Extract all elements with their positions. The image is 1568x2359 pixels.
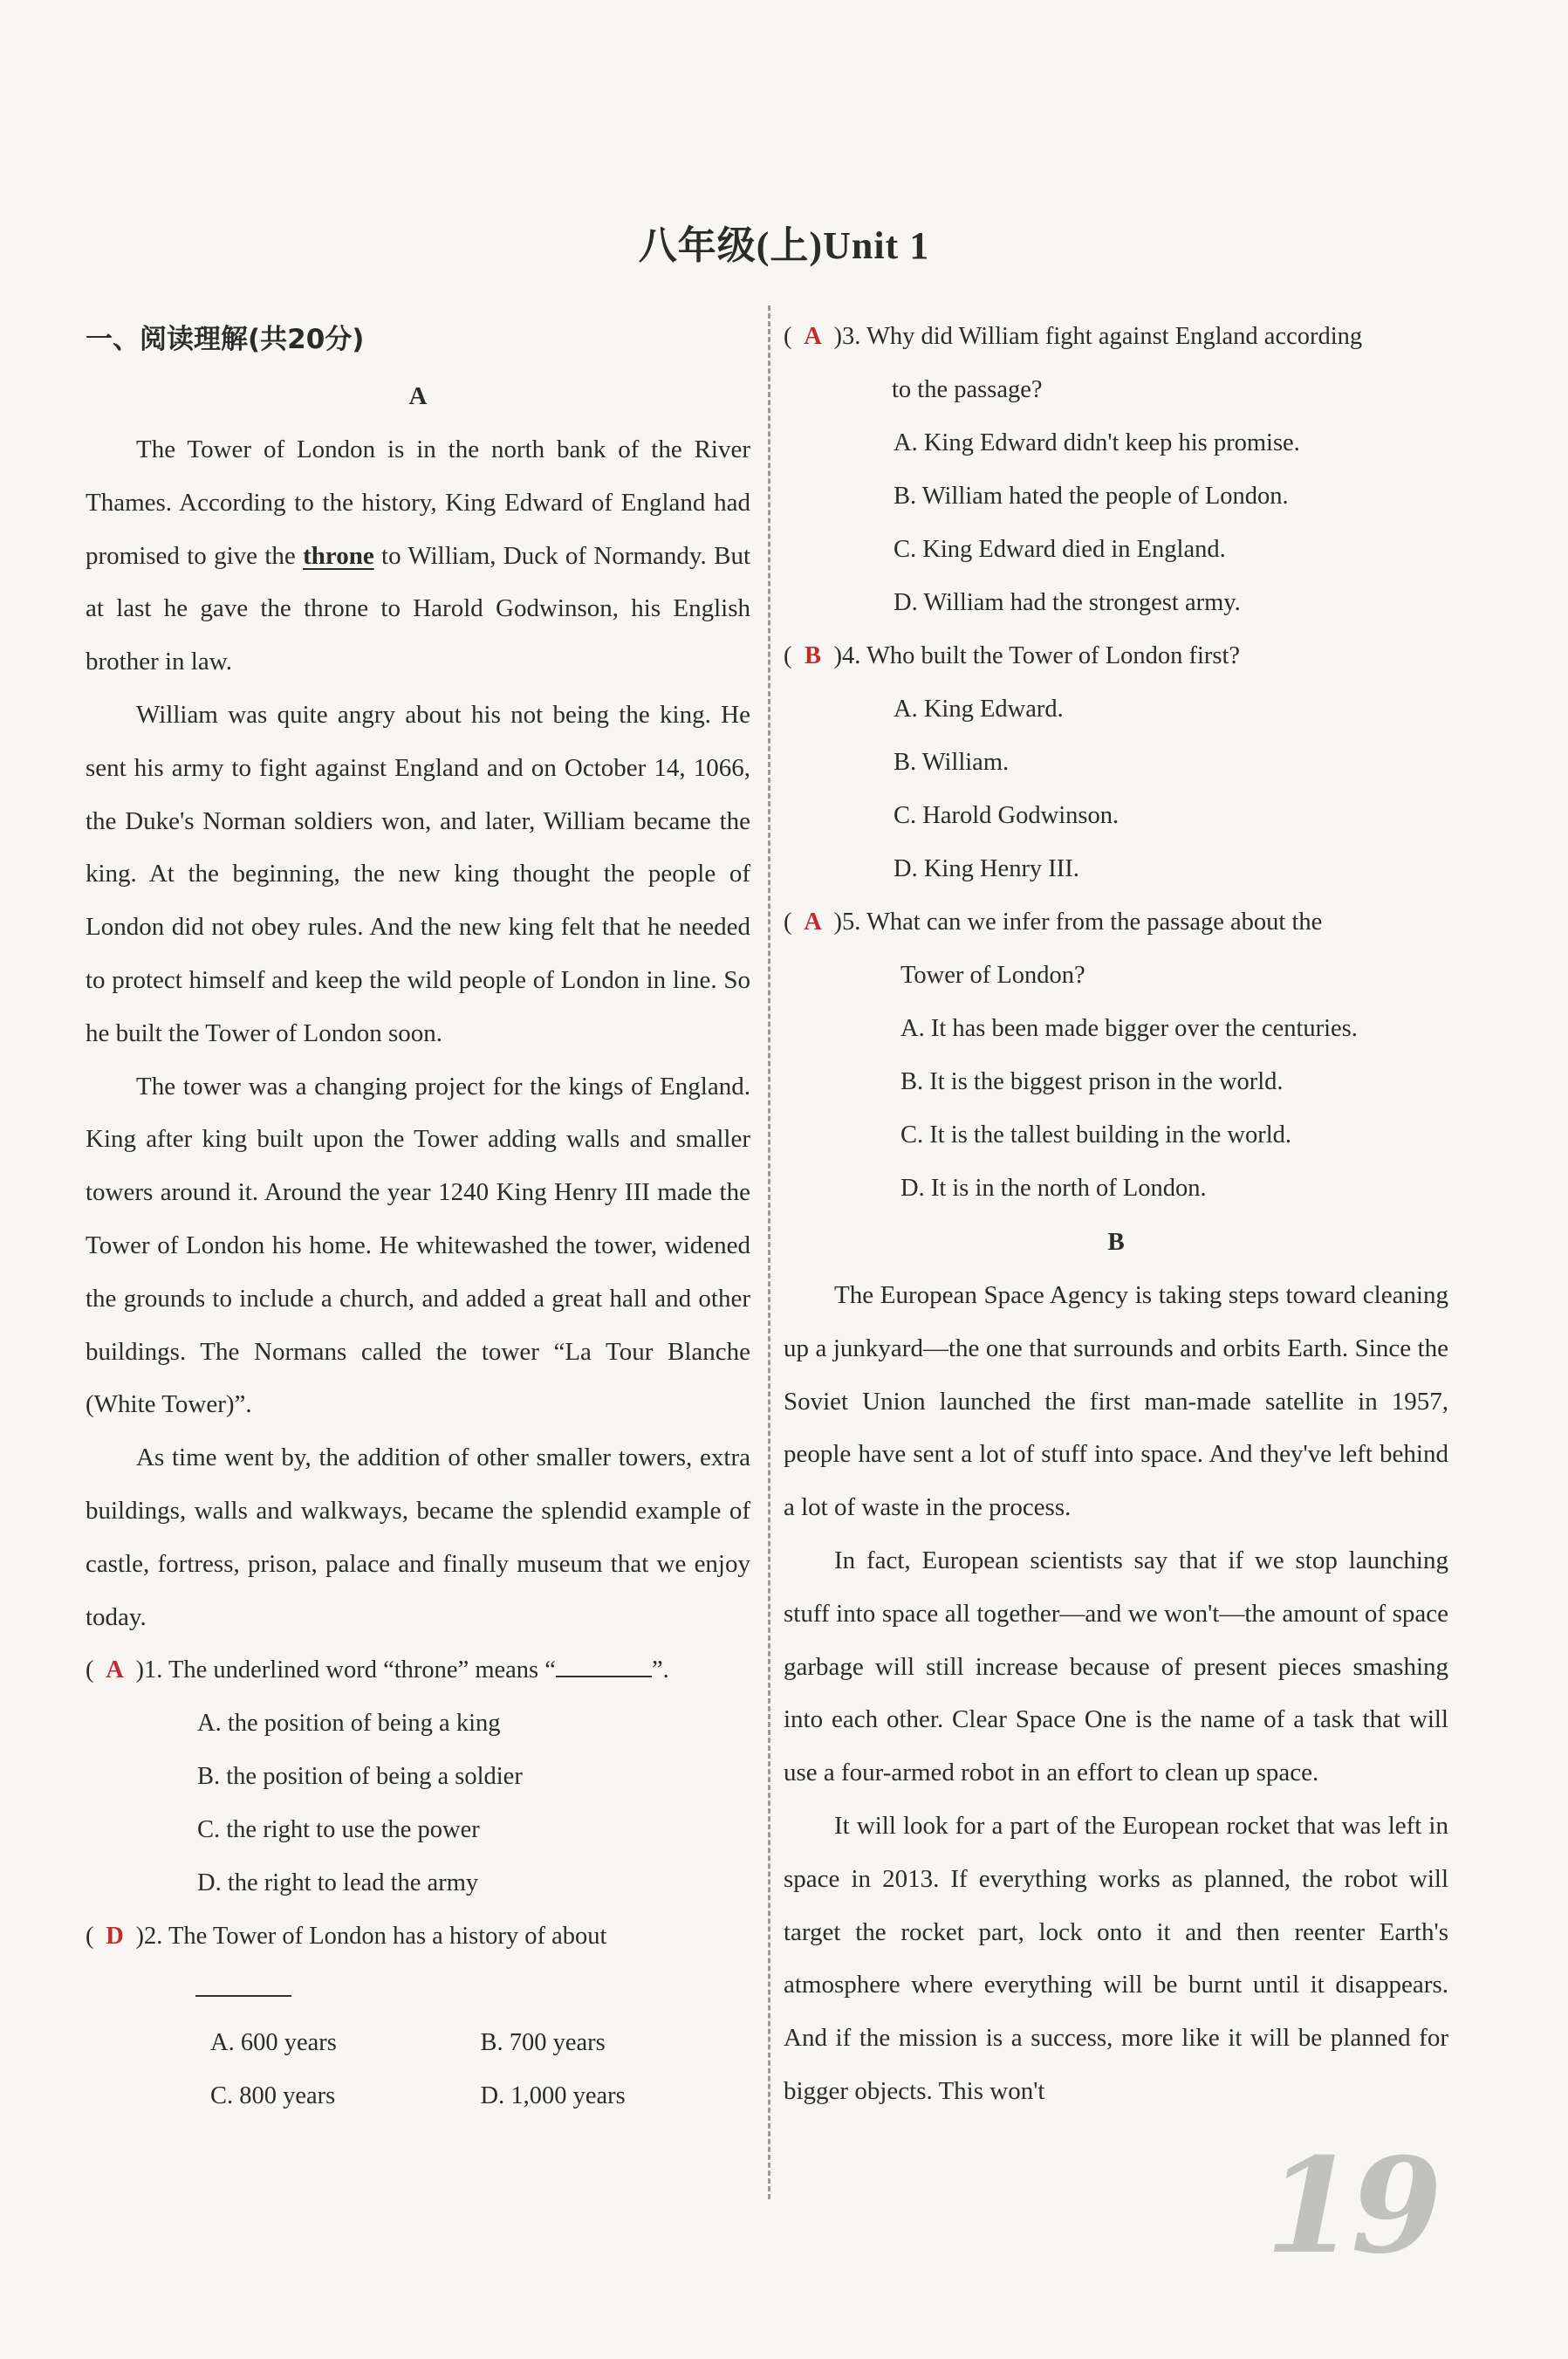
passage-a-paragraph-1: The Tower of London is in the north bank of the River Thames. According to the history, King Edward of England had promised to give the throne to William, Duck of Normandy. But at last he gave the throne to Harold Godwinson, his English brother in law. (86, 435, 751, 676)
q2-option-d: D. 1,000 years (480, 2082, 626, 2110)
answer-2: D (106, 1923, 124, 1951)
passage-b-paragraph-2: In fact, European scientists say that if we stop launching stuff into space all together—and we won't—the amount of space garbage will still increase because of present pieces smashing into each other. Clear Space One is the name of a task that will use a four-armed robot in an effort to clean up space. (784, 1546, 1448, 1787)
passage-b-paragraph-3: It will look for a part of the European rocket that was left in space in 2013. If everything works as planned, the robot will target the rocket part, lock onto it and then reenter Earth's atmosphere where everything will be burnt until it disappears. And if the mission is a success, more like it will be planned for bigger objects. This won't (784, 1811, 1448, 2105)
q5-option-d: D. It is in the north of London. (900, 1175, 1207, 1202)
question-2: ( D )2. The Tower of London has a history of about A. 600 years B. 700 years C. 800 years D. 1,000 years (86, 1910, 750, 2122)
page-number: 19 (1265, 2129, 1437, 2283)
q4-option-b: B. William. (894, 749, 1010, 776)
q4-option-d: D. King Henry III. (894, 855, 1079, 882)
answer-5: A (804, 909, 822, 936)
answer-4: B (804, 642, 821, 669)
passage-a-paragraph-4: As time went by, the addition of other smaller towers, extra buildings, walls and walkways, became the splendid example of castle, fortress, prison, palace and finally museum that we enjoy today. (86, 1444, 750, 1631)
q2-options-row-2 (86, 2069, 750, 2122)
question-5: ( A )5. What can we infer from the passage about the Tower of London? A. It has been made bigger over the centuries. B. It is the biggest prison in the world. C. It is the tallest building in the world. D. It is in the north of London. (784, 895, 1448, 1215)
question-4: ( B )4. Who built the Tower of London first? A. King Edward. B. William. C. Harold Godwinson. D. King Henry III. (784, 629, 1448, 895)
question-1: ( A )1. The underlined word “throne” means “ ”. A. the position of being a king B. the position of being a soldier C. the right to use the power D. the right to lead the army (86, 1643, 750, 1910)
q2-options-row-1 (86, 2016, 750, 2069)
q3-option-b: B. William hated the people of London. (894, 483, 1289, 510)
passage-a-paragraph-3: The tower was a changing project for the kings of England. King after king built upon the Tower adding walls and smaller towers around it. Around the year 1240 King Henry III made the Tower of London his home. He whitewashed the tower, widened the grounds to include a church, and added a great hall and other buildings. The Normans called the tower “La Tour Blanche (White Tower)”. (86, 1072, 750, 1419)
q4-option-c: C. Harold Godwinson. (894, 802, 1120, 829)
q5-option-c: C. It is the tallest building in the world. (900, 1121, 1292, 1149)
q3-option-d: D. William had the strongest army. (894, 589, 1241, 616)
q1-option-c: C. the right to use the power (197, 1816, 480, 1844)
q2-option-a: A. 600 years (210, 2029, 337, 2057)
passage-b-paragraph-1: The European Space Agency is taking steps toward cleaning up a junkyard—the one that surrounds and orbits Earth. Since the Soviet Union launched the first man-made satellite in 1957, people have sent a lot of stuff into space. And they've left behind a lot of waste in the process. (784, 1281, 1448, 1522)
q3-option-c: C. King Edward died in England. (894, 536, 1226, 563)
question-3: ( A )3. Why did William fight against England according to the passage? A. King Edward didn't keep his promise. B. William hated the people of London. C. King Edward died in England. D. William had the strongest army. (784, 310, 1448, 629)
q4-option-a: A. King Edward. (894, 696, 1064, 723)
q5-option-a: A. It has been made bigger over the centuries. (900, 1015, 1358, 1042)
q3-option-a: A. King Edward didn't keep his promise. (894, 429, 1300, 456)
passage-a-paragraph-2: William was quite angry about his not being the king. He sent his army to fight against England and on October 14, 1066, the Duke's Norman soldiers won, and later, William became the king. At the beginning, the new king thought the people of London did not obey rules. And the new king felt that he needed to protect himself and keep the wild people of London in line. So he built the Tower of London soon. (86, 700, 750, 1047)
q1-option-a: A. the position of being a king (197, 1710, 501, 1738)
passage-b-letter: B (1107, 1228, 1125, 1256)
section-title: 一、阅读理解(共20分) (86, 324, 365, 355)
q5-option-b: B. It is the biggest prison in the world. (900, 1068, 1284, 1095)
right-column (784, 310, 1448, 2118)
q1-option-b: B. the position of being a soldier (197, 1763, 523, 1791)
answer-3: A (804, 323, 822, 350)
answer-blank (195, 1969, 291, 1997)
left-column (86, 310, 750, 2122)
q2-option-b: B. 700 years (480, 2029, 606, 2057)
page-title: 八年级(上)Unit 1 (638, 224, 930, 267)
column-divider (768, 305, 770, 2199)
q1-option-d: D. the right to lead the army (197, 1869, 479, 1897)
q2-option-c: C. 800 years (210, 2082, 336, 2110)
answer-1: A (106, 1656, 124, 1684)
passage-a-letter: A (408, 382, 428, 410)
underlined-word-throne: throne (303, 541, 374, 570)
answer-blank (556, 1649, 652, 1677)
